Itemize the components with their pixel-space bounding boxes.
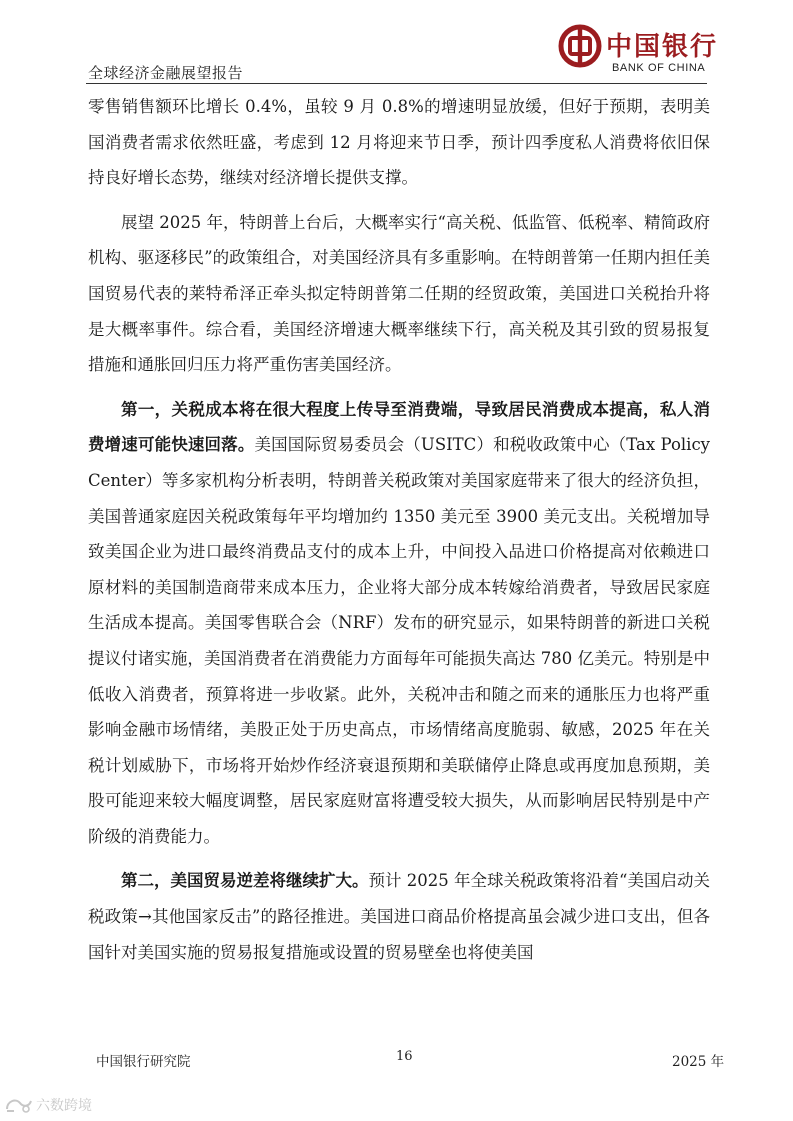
- report-body: [88, 89, 710, 970]
- watermark-logo-icon: [4, 1095, 34, 1115]
- point-one-heading: 第一，关税成本将在很大程度上传导至消费端，导致居民消费成本提高，私人消费增速可能快速回落。: [88, 399, 710, 455]
- footer-organization: 中国银行研究院: [96, 1054, 191, 1070]
- header-divider: [86, 83, 707, 84]
- bank-of-china-emblem-icon: [558, 24, 602, 68]
- paragraph-tariff-consumption: [88, 392, 710, 855]
- paragraph-outlook-2025: 展望 2025 年，特朗普上台后，大概率实行“高关税、低监管、低税率、精简政府机构、驱逐移民”的政策组合，对美国经济具有多重影响。在特朗普第一任期内担任美国贸易代表的莱特希泽正牵头拟定特朗普第二任期的经贸政策，美国进口关税抬升将是大概率事件。综合看，美国经济增速大概率继续下行，高关税及其引致的贸易报复措施和通胀回归压力将严重伤害美国经济。: [88, 212, 710, 375]
- point-two-heading: 第二，美国贸易逆差将继续扩大。: [121, 871, 369, 891]
- footer-year: 2025 年: [672, 1054, 725, 1070]
- paragraph-retail-sales: 零售销售额环比增长 0.4%，虽较 9 月 0.8%的增速明显放缓，但好于预期，表明美国消费者需求依然旺盛，考虑到 12 月将迎来节日季，预计四季度私人消费将依旧保持良好增长态势，继续对经济增长提供支撑。: [88, 97, 710, 188]
- point-one-text: 美国国际贸易委员会（USITC）和税收政策中心（Tax Policy Center）等多家机构分析表明，特朗普关税政策对美国家庭带来了很大的经济负担，美国普通家庭因关税政策每年平均增加约 1350 美元至 3900 美元支出。关税增加导致美国企业为进口最终消费品支付的成本上升，中间投入品进口价格提高对依赖进口原材料的美国制造商带来成本压力，企业将大部分成本转嫁给消费者，导致居民家庭生活成本提高。美国零售联合会（NRF）发布的研究显示，如果特朗普的新进口关税提议付诸实施，美国消费者在消费能力方面每年可能损失高达 780 亿美元。特别是中低收入消费者，预算将进一步收紧。此外，关税冲击和随之而来的通胀压力也将严重影响金融市场情绪，美股正处于历史高点，市场情绪高度脆弱、敏感，2025 年在关税计划威胁下，市场将开始炒作经济衰退预期和美联储停止降息或再度加息预期，美股可能迎来较大幅度调整，居民家庭财富将遭受较大损失，从而影响居民特别是中产阶级的消费能力。: [88, 435, 711, 846]
- point-two-text: 预计 2025 年全球关税政策将沿着“美国启动关税政策→其他国家反击”的路径推进。美国进口商品价格提高虽会减少进口支出，但各国针对美国实施的贸易报复措施或设置的贸易壁垒也将使美国: [88, 871, 711, 962]
- logo-chinese-name: 中国银行: [606, 32, 719, 62]
- page-header: [0, 0, 793, 84]
- paragraph-trade-deficit: [88, 863, 710, 970]
- page-number: 16: [396, 1049, 413, 1064]
- watermark-text: 六数跨境: [36, 1098, 92, 1114]
- report-title: 全球经济金融展望报告: [88, 64, 244, 82]
- bank-of-china-logo: [558, 22, 718, 78]
- logo-english-name: BANK OF CHINA: [612, 62, 706, 74]
- watermark: [4, 1093, 124, 1117]
